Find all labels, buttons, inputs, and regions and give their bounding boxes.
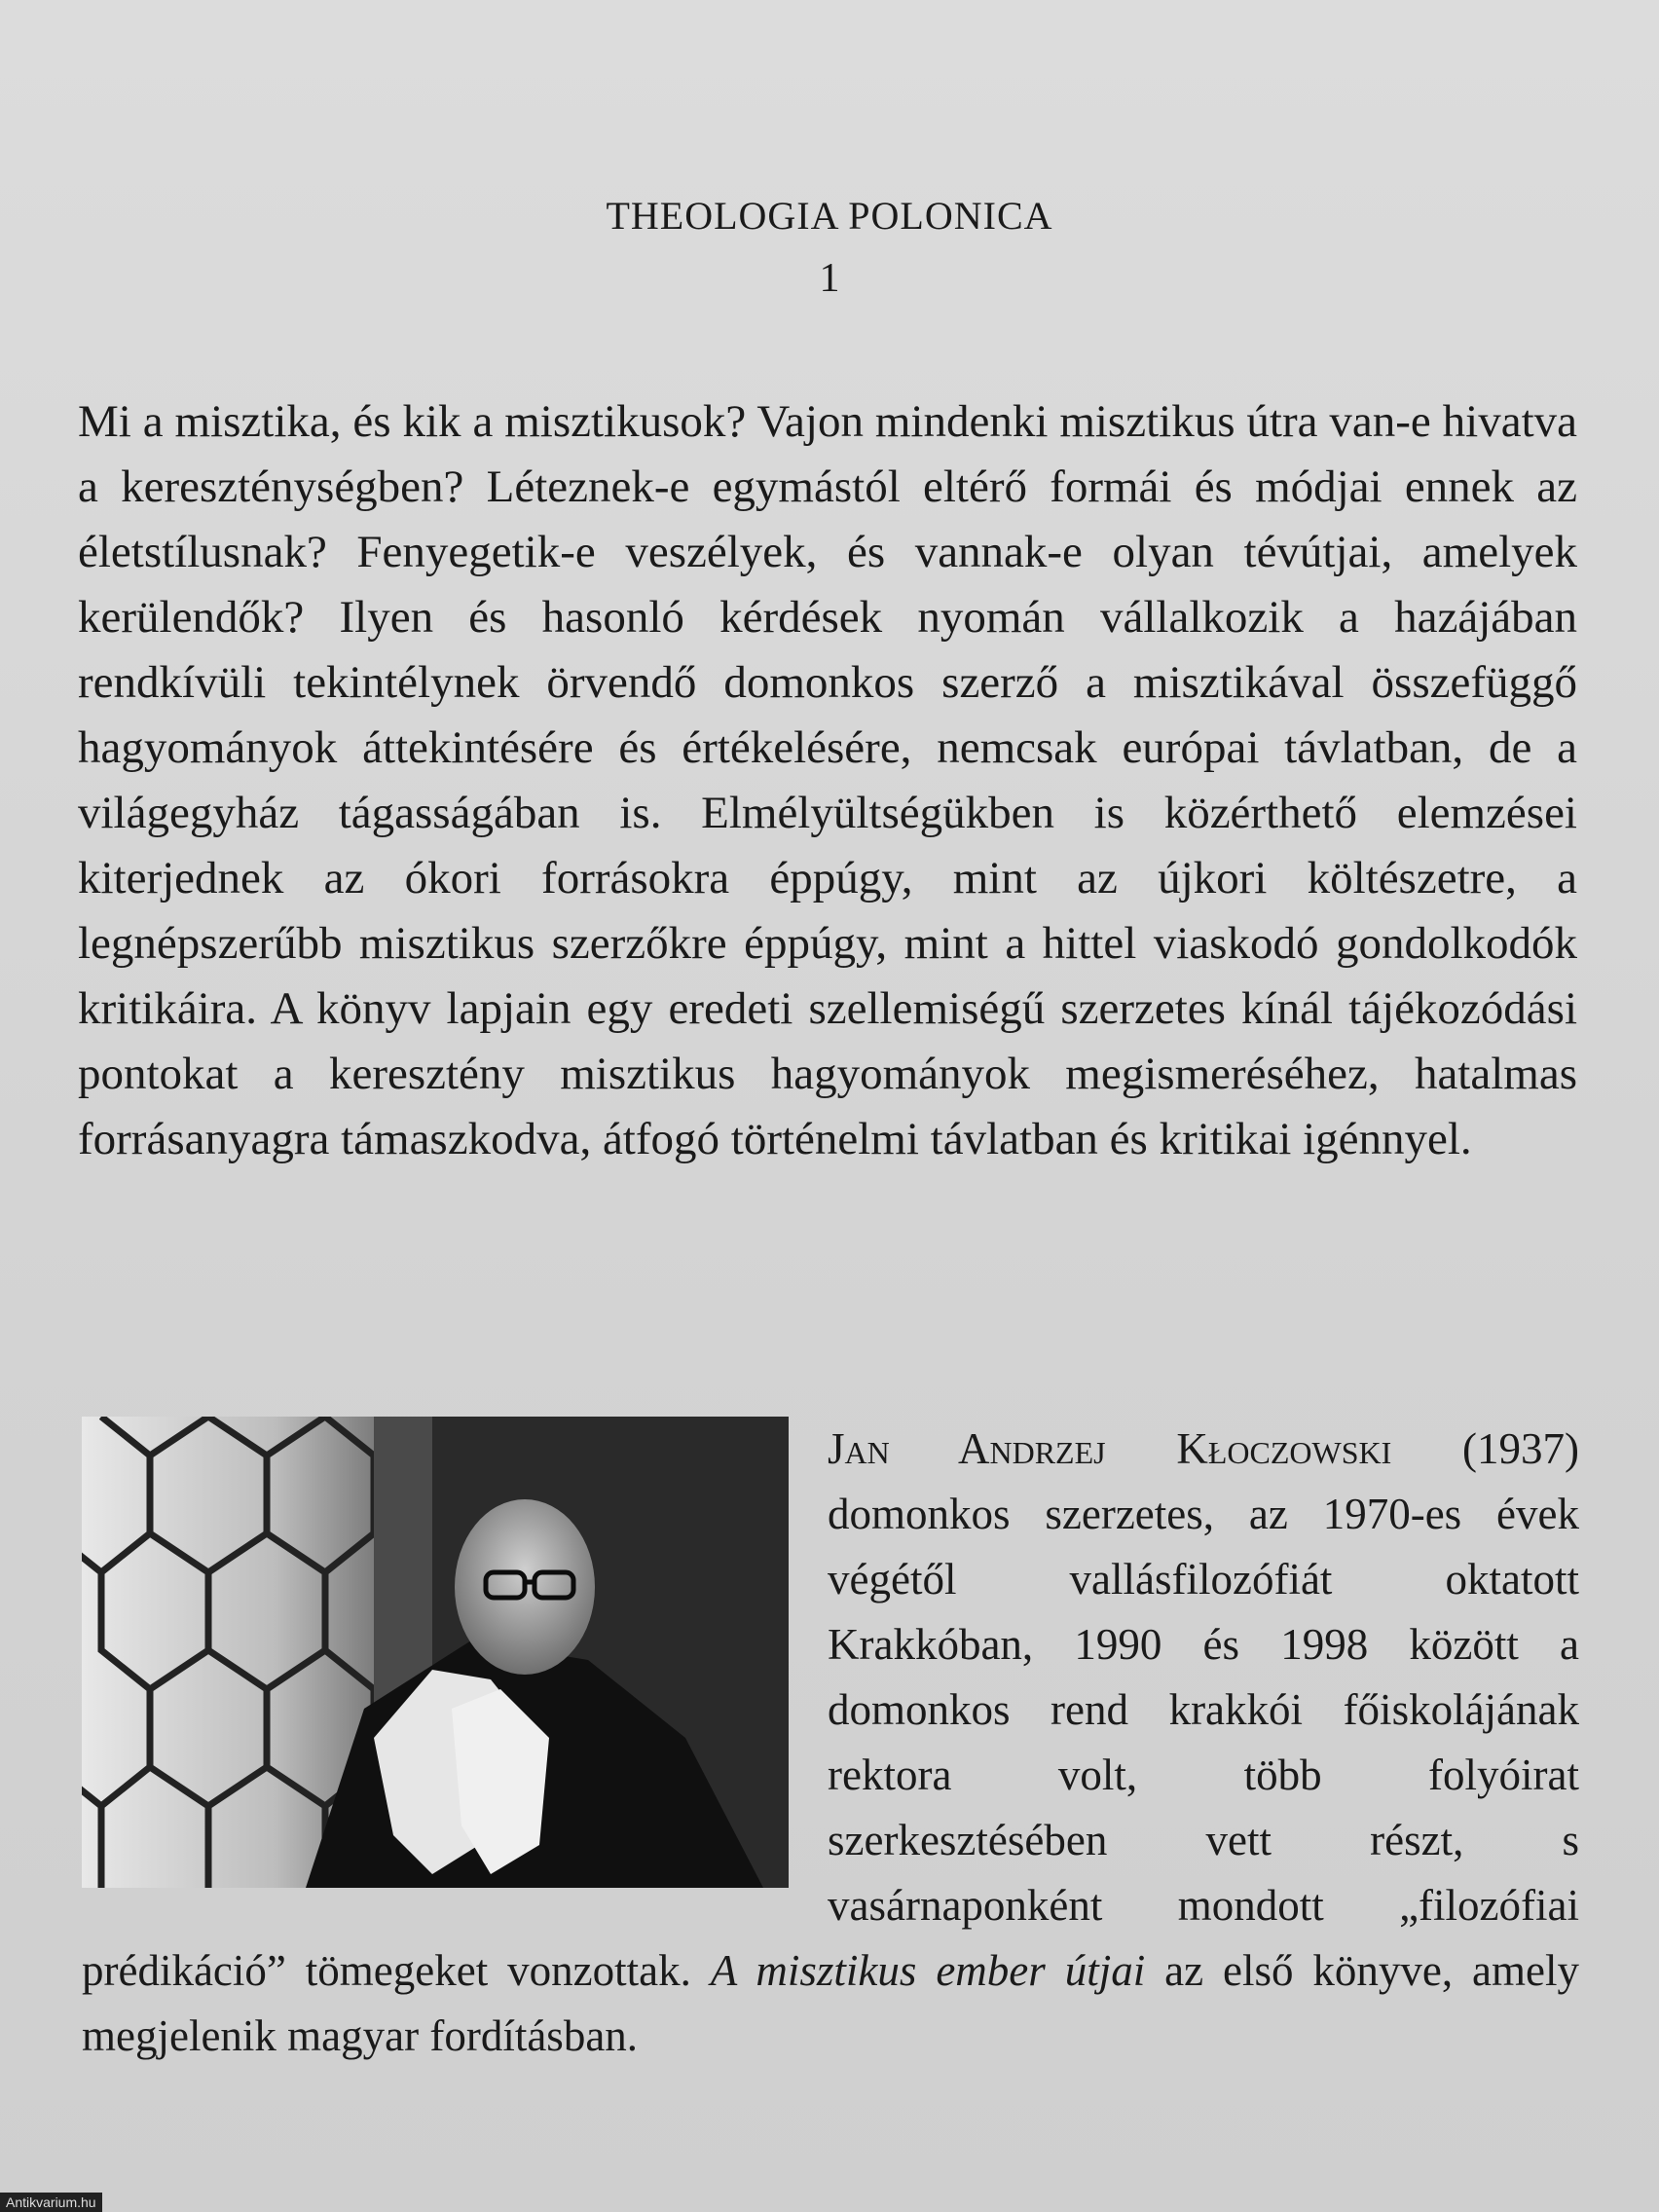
volume-number: 1 bbox=[819, 256, 840, 301]
bio-text-after: az első könyve, amely megjelenik magyar fordításban. bbox=[82, 1946, 1579, 2060]
author-bio bbox=[82, 1417, 1579, 2069]
blurb-paragraph: Mi a misztika, és kik a misztikusok? Vajon mindenki misztikus útra van-e hivatva a kereszténységben? Léteznek-e egymástól eltérő formái és módjai ennek az életstílusnak? Fenyegetik-e veszélyek, és vannak-e olyan tévútjai, amelyek kerülendők? Ilyen és hasonló kérdések nyomán vállalkozik a hazájában rendkívüli tekintélynek örvendő domonkos szerző a misztikával összefüggő hagyományok áttekintésére és értékelésére, nemcsak európai távlatban, de a világegyház tágasságában is. Elmélyültségükben is közérthető elemzései kiterjednek az ókori forrásokra éppúgy, mint az újkori költészetre, a legnépszerűbb misztikus szerzőkre éppúgy, mint a hittel viaskodó gondolkodók kritikáira. A könyv lapjain egy eredeti szellemiségű szerzetes kínál tájékozódási pontokat a keresztény misztikus hagyományok megismeréséhez, hatalmas forrásanyagra támaszkodva, átfogó történelmi távlatban és kritikai igénnyel. bbox=[78, 396, 1577, 1164]
bio-text-before: (1937) domonkos szerzetes, az 1970-es évek végétől vallásfilozófiát oktatott Krakkóban, 1990 és 1998 között a domonkos rend krakkói főiskolájának rektora volt, több folyóirat szerkesztésében vett részt, s vasárnaponként mondott „filozófiai prédikáció” tömegeket vonzottak. bbox=[82, 1424, 1579, 1995]
watermark-label: Antikvarium.hu bbox=[0, 2193, 102, 2212]
book-title: A misztikus ember útjai bbox=[710, 1946, 1146, 1995]
author-photo bbox=[82, 1417, 789, 1888]
author-name: Jan Andrzej Kłoczowski bbox=[828, 1424, 1392, 1473]
author-portrait-image bbox=[82, 1417, 789, 1888]
series-title: THEOLOGIA POLONICA bbox=[606, 194, 1053, 238]
